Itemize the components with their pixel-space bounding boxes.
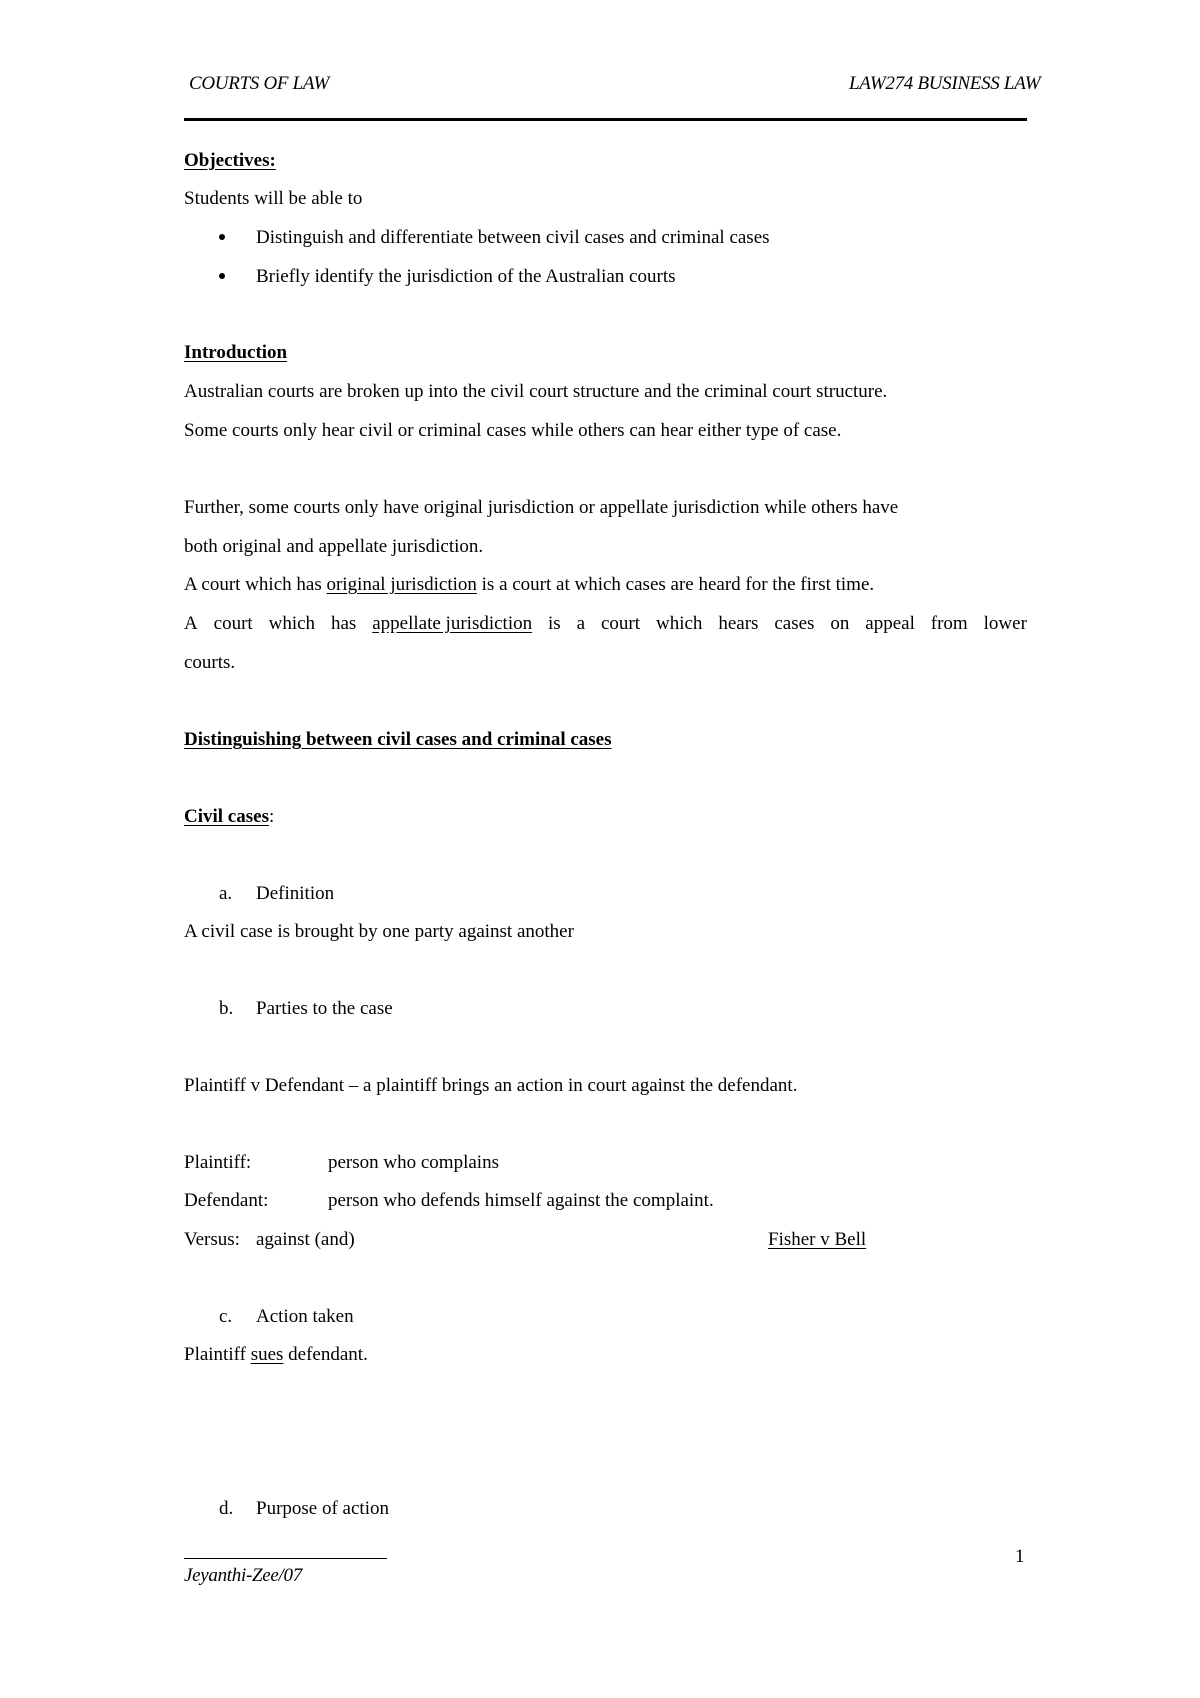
appellate-word: hears — [718, 613, 759, 634]
appellate-word: has — [330, 613, 357, 634]
original-jurisdiction-pre: A court which has — [184, 574, 327, 595]
intro-paragraph-1-line-1: Australian courts are broken up into the civil court structure and the criminal court structure. — [184, 381, 888, 402]
item-c-marker: c. — [219, 1306, 233, 1327]
appellate-word: is — [548, 613, 561, 634]
original-jurisdiction-term: original jurisdiction — [326, 574, 477, 595]
appellate-word: cases — [774, 613, 815, 634]
civil-cases-title: Civil cases — [184, 806, 269, 827]
item-b-marker: b. — [219, 998, 234, 1019]
action-pre: Plaintiff — [184, 1344, 251, 1365]
intro-paragraph-2-line-2: both original and appellate jurisdiction. — [184, 536, 484, 557]
objective-item-2: Briefly identify the jurisdiction of the Australian courts — [256, 266, 676, 287]
intro-paragraph-1-line-2: Some courts only hear civil or criminal cases while others can hear either type of case. — [184, 420, 842, 441]
original-jurisdiction-post: is a court at which cases are heard for the first time. — [476, 574, 875, 595]
header-left: COURTS OF LAW — [189, 73, 330, 94]
objectives-heading: Objectives: — [184, 150, 276, 171]
plaintiff-definition: person who complains — [328, 1152, 499, 1173]
appellate-word: lower — [983, 613, 1027, 634]
appellate-word: appeal — [865, 613, 915, 634]
appellate-word: from — [930, 613, 968, 634]
page-number: 1 — [1015, 1546, 1025, 1567]
civil-cases-colon: : — [268, 806, 275, 827]
action-post: defendant. — [283, 1344, 368, 1365]
item-b-label: Parties to the case — [256, 998, 393, 1019]
item-a-label: Definition — [256, 883, 335, 904]
versus-term: Versus: — [184, 1229, 240, 1250]
sues-term: sues — [250, 1344, 284, 1365]
defendant-term: Defendant: — [184, 1190, 269, 1211]
appellate-word: a — [576, 613, 586, 634]
appellate-jurisdiction-term: appellate jurisdiction — [372, 613, 533, 634]
appellate-jurisdiction-line-2: courts. — [184, 652, 236, 673]
appellate-word: court — [213, 613, 253, 634]
civil-cases-heading — [184, 807, 274, 826]
introduction-heading: Introduction — [184, 342, 288, 363]
action-taken-text — [184, 1345, 368, 1364]
bullet-icon — [219, 273, 225, 279]
footer-author: Jeyanthi-Zee/07 — [184, 1565, 302, 1586]
objectives-intro: Students will be able to — [184, 188, 363, 209]
item-d-marker: d. — [219, 1498, 234, 1519]
item-d-label: Purpose of action — [256, 1498, 389, 1519]
appellate-jurisdiction-sentence — [184, 614, 1027, 633]
original-jurisdiction-sentence — [184, 575, 874, 594]
appellate-word: court — [601, 613, 641, 634]
appellate-word: on — [830, 613, 850, 634]
bullet-icon — [219, 234, 225, 240]
appellate-word: which — [655, 613, 703, 634]
header-rule — [184, 118, 1027, 121]
definition-text: A civil case is brought by one party against another — [184, 921, 574, 942]
parties-text: Plaintiff v Defendant – a plaintiff brings an action in court against the defendant. — [184, 1075, 798, 1096]
footer-rule — [184, 1558, 387, 1559]
plaintiff-term: Plaintiff: — [184, 1152, 252, 1173]
item-c-label: Action taken — [256, 1306, 354, 1327]
item-a-marker: a. — [219, 883, 233, 904]
objective-item-1: Distinguish and differentiate between civil cases and criminal cases — [256, 227, 770, 248]
versus-definition: against (and) — [256, 1229, 355, 1250]
appellate-word: A — [184, 613, 198, 634]
case-example: Fisher v Bell — [768, 1229, 867, 1250]
appellate-word: which — [268, 613, 316, 634]
distinguishing-heading: Distinguishing between civil cases and criminal cases — [184, 729, 612, 750]
header-right: LAW274 BUSINESS LAW — [849, 73, 1041, 94]
defendant-definition: person who defends himself against the complaint. — [328, 1190, 714, 1211]
intro-paragraph-2-line-1: Further, some courts only have original jurisdiction or appellate jurisdiction while others have — [184, 497, 899, 518]
